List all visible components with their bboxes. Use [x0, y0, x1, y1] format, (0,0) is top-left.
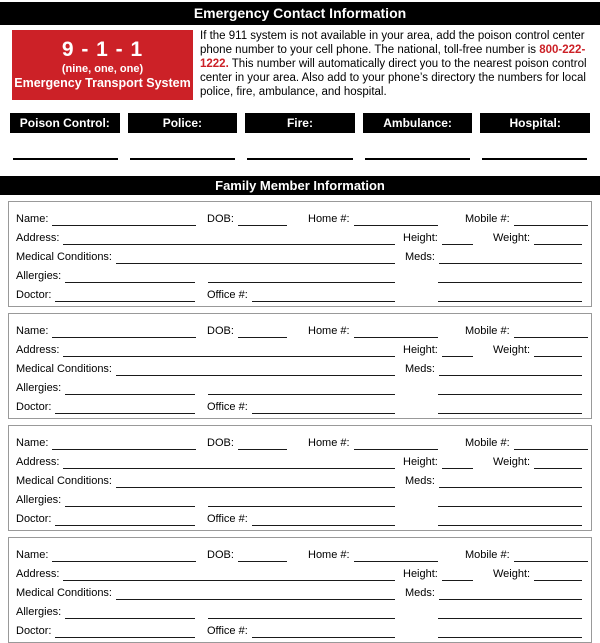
mobile-phone-label: Mobile #: [465, 324, 510, 337]
medical-conditions-fill-line[interactable] [116, 475, 395, 488]
member-row-address [16, 226, 591, 245]
family-member-block [8, 201, 592, 307]
medical-conditions-field [16, 475, 395, 488]
member-row-allergies [16, 488, 591, 507]
meds-continuation-field-2 [438, 625, 582, 638]
member-row-doctor [16, 283, 591, 302]
allergies-label: Allergies: [16, 493, 62, 506]
address-label: Address: [16, 455, 60, 468]
dob-field [207, 213, 287, 226]
meds-continuation-fill-line-2[interactable] [438, 401, 582, 414]
hospital-fill-line[interactable] [482, 158, 587, 160]
medical-conditions-fill-line[interactable] [116, 363, 395, 376]
doctor-fill-line[interactable] [55, 513, 195, 526]
name-label: Name: [16, 548, 49, 561]
weight-fill-line[interactable] [534, 232, 582, 245]
address-field [16, 232, 395, 245]
family-members [8, 201, 592, 643]
contact-label-poison-control: Poison Control: [10, 113, 120, 133]
allergies-continuation-field [208, 382, 395, 395]
allergies-continuation-fill-line[interactable] [208, 494, 395, 507]
name-label: Name: [16, 212, 49, 225]
contact-label-fire: Fire: [245, 113, 355, 133]
contact-label-ambulance: Ambulance: [363, 113, 473, 133]
emergency-911-box [12, 30, 193, 100]
mobile-phone-label: Mobile #: [465, 548, 510, 561]
emergency-transport-label: Emergency Transport System [14, 76, 191, 90]
meds-field [405, 475, 582, 488]
doctor-field [16, 289, 195, 302]
mobile-phone-fill-line[interactable] [514, 549, 588, 562]
dob-fill-line[interactable] [238, 213, 287, 226]
meds-fill-line[interactable] [439, 363, 582, 376]
member-row-address [16, 338, 591, 357]
height-label: Height: [403, 567, 438, 580]
poison-control-phone-number: 800-222-1222. [200, 43, 586, 70]
office-phone-label: Office #: [207, 624, 248, 637]
address-label: Address: [16, 567, 60, 580]
intro-section [12, 30, 588, 100]
meds-continuation-fill-line-2[interactable] [438, 625, 582, 638]
doctor-field [16, 401, 195, 414]
home-phone-field [308, 213, 438, 226]
dob-field [207, 437, 287, 450]
member-row-allergies [16, 376, 591, 395]
height-field [403, 232, 473, 245]
height-field [403, 344, 473, 357]
allergies-continuation-fill-line[interactable] [208, 606, 395, 619]
allergies-continuation-fill-line[interactable] [208, 270, 395, 283]
mobile-phone-label: Mobile #: [465, 436, 510, 449]
member-row-name [16, 431, 591, 450]
instructions-text [200, 30, 588, 100]
weight-fill-line[interactable] [534, 344, 582, 357]
office-phone-label: Office #: [207, 512, 248, 525]
instructions-after: This number will automatically direct you to the nearest poison control center in your area. Also add to your phone’s directory the numbers for local police, fire, ambulance, and hospital. [200, 57, 587, 98]
doctor-label: Doctor: [16, 288, 52, 301]
medical-conditions-label: Medical Conditions: [16, 250, 112, 263]
mobile-phone-label: Mobile #: [465, 212, 510, 225]
mobile-phone-field [465, 213, 588, 226]
address-field [16, 568, 395, 581]
name-fill-line[interactable] [52, 549, 196, 562]
mobile-phone-field [465, 437, 588, 450]
allergies-fill-line[interactable] [65, 382, 195, 395]
member-row-doctor [16, 395, 591, 414]
home-phone-fill-line[interactable] [354, 549, 438, 562]
meds-label: Meds: [405, 586, 435, 599]
weight-label: Weight: [493, 343, 531, 356]
allergies-fill-line[interactable] [65, 494, 195, 507]
contact-labels-row [10, 113, 590, 133]
weight-fill-line[interactable] [534, 456, 582, 469]
member-row-doctor [16, 619, 591, 638]
doctor-fill-line[interactable] [55, 289, 195, 302]
address-fill-line[interactable] [63, 456, 395, 469]
home-phone-field [308, 325, 438, 338]
office-phone-fill-line[interactable] [252, 625, 395, 638]
family-member-block [8, 537, 592, 643]
doctor-label: Doctor: [16, 400, 52, 413]
height-label: Height: [403, 231, 438, 244]
office-phone-fill-line[interactable] [252, 289, 395, 302]
weight-field [493, 568, 582, 581]
member-row-address [16, 450, 591, 469]
meds-continuation-field-2 [438, 401, 582, 414]
address-fill-line[interactable] [63, 232, 395, 245]
contact-fill-lines-row [13, 158, 587, 160]
address-fill-line[interactable] [63, 344, 395, 357]
allergies-field [16, 494, 195, 507]
meds-continuation-field [438, 606, 582, 619]
address-fill-line[interactable] [63, 568, 395, 581]
allergies-label: Allergies: [16, 605, 62, 618]
medical-conditions-field [16, 251, 395, 264]
weight-field [493, 232, 582, 245]
dob-label: DOB: [207, 212, 234, 225]
doctor-field [16, 625, 195, 638]
address-label: Address: [16, 343, 60, 356]
doctor-fill-line[interactable] [55, 625, 195, 638]
member-row-medical [16, 581, 591, 600]
weight-field [493, 344, 582, 357]
office-phone-field [207, 289, 395, 302]
medical-conditions-field [16, 587, 395, 600]
fire-fill-line[interactable] [247, 158, 352, 160]
member-row-medical [16, 245, 591, 264]
ambulance-fill-line[interactable] [365, 158, 470, 160]
name-label: Name: [16, 436, 49, 449]
office-phone-fill-line[interactable] [252, 513, 395, 526]
dob-fill-line[interactable] [238, 325, 287, 338]
height-fill-line[interactable] [442, 344, 473, 357]
meds-continuation-field [438, 494, 582, 507]
name-field [16, 549, 196, 562]
allergies-fill-line[interactable] [65, 270, 195, 283]
office-phone-field [207, 401, 395, 414]
member-row-allergies [16, 264, 591, 283]
address-field [16, 344, 395, 357]
name-fill-line[interactable] [52, 437, 196, 450]
allergies-fill-line[interactable] [65, 606, 195, 619]
medical-conditions-label: Medical Conditions: [16, 362, 112, 375]
weight-label: Weight: [493, 567, 531, 580]
police-fill-line[interactable] [130, 158, 235, 160]
home-phone-label: Home #: [308, 436, 350, 449]
home-phone-fill-line[interactable] [354, 437, 438, 450]
meds-field [405, 251, 582, 264]
allergies-label: Allergies: [16, 269, 62, 282]
home-phone-label: Home #: [308, 548, 350, 561]
medical-conditions-fill-line[interactable] [116, 587, 395, 600]
allergies-continuation-field [208, 494, 395, 507]
office-phone-field [207, 513, 395, 526]
doctor-label: Doctor: [16, 624, 52, 637]
meds-continuation-fill-line[interactable] [438, 606, 582, 619]
meds-continuation-field-2 [438, 513, 582, 526]
mobile-phone-field [465, 325, 588, 338]
home-phone-label: Home #: [308, 212, 350, 225]
height-field [403, 568, 473, 581]
dob-field [207, 325, 287, 338]
mobile-phone-fill-line[interactable] [514, 325, 588, 338]
meds-continuation-fill-line[interactable] [438, 270, 582, 283]
meds-continuation-field [438, 270, 582, 283]
name-field [16, 325, 196, 338]
name-field [16, 437, 196, 450]
emergency-number-spelled: (nine, one, one) [61, 63, 144, 75]
family-member-block [8, 313, 592, 419]
dob-label: DOB: [207, 548, 234, 561]
office-phone-label: Office #: [207, 400, 248, 413]
allergies-label: Allergies: [16, 381, 62, 394]
home-phone-label: Home #: [308, 324, 350, 337]
family-member-block [8, 425, 592, 531]
office-phone-fill-line[interactable] [252, 401, 395, 414]
mobile-phone-fill-line[interactable] [514, 437, 588, 450]
doctor-field [16, 513, 195, 526]
name-label: Name: [16, 324, 49, 337]
height-field [403, 456, 473, 469]
meds-continuation-fill-line[interactable] [438, 382, 582, 395]
allergies-continuation-field [208, 606, 395, 619]
member-row-address [16, 562, 591, 581]
member-row-name [16, 319, 591, 338]
poison-control-fill-line[interactable] [13, 158, 118, 160]
instructions-before: If the 911 system is not available in your area, add the poison control center phone number to your cell phone. The national, toll-free number is [200, 30, 585, 56]
allergies-continuation-fill-line[interactable] [208, 382, 395, 395]
dob-fill-line[interactable] [238, 549, 287, 562]
meds-continuation-fill-line[interactable] [438, 494, 582, 507]
name-fill-line[interactable] [52, 213, 196, 226]
home-phone-field [308, 549, 438, 562]
meds-field [405, 587, 582, 600]
weight-label: Weight: [493, 455, 531, 468]
medical-conditions-field [16, 363, 395, 376]
address-field [16, 456, 395, 469]
member-row-doctor [16, 507, 591, 526]
height-label: Height: [403, 455, 438, 468]
dob-field [207, 549, 287, 562]
page-title: Emergency Contact Information [0, 2, 600, 25]
meds-fill-line[interactable] [439, 475, 582, 488]
name-field [16, 213, 196, 226]
mobile-phone-field [465, 549, 588, 562]
meds-field [405, 363, 582, 376]
medical-conditions-label: Medical Conditions: [16, 474, 112, 487]
member-row-medical [16, 357, 591, 376]
office-phone-field [207, 625, 395, 638]
weight-label: Weight: [493, 231, 531, 244]
office-phone-label: Office #: [207, 288, 248, 301]
dob-label: DOB: [207, 436, 234, 449]
allergies-continuation-field [208, 270, 395, 283]
home-phone-fill-line[interactable] [354, 325, 438, 338]
dob-label: DOB: [207, 324, 234, 337]
contact-label-police: Police: [128, 113, 238, 133]
emergency-number: 9 - 1 - 1 [61, 38, 144, 61]
home-phone-fill-line[interactable] [354, 213, 438, 226]
mobile-phone-fill-line[interactable] [514, 213, 588, 226]
medical-conditions-label: Medical Conditions: [16, 586, 112, 599]
height-fill-line[interactable] [442, 456, 473, 469]
meds-label: Meds: [405, 250, 435, 263]
member-row-medical [16, 469, 591, 488]
meds-fill-line[interactable] [439, 587, 582, 600]
allergies-field [16, 606, 195, 619]
address-label: Address: [16, 231, 60, 244]
allergies-field [16, 270, 195, 283]
meds-continuation-field [438, 382, 582, 395]
home-phone-field [308, 437, 438, 450]
weight-fill-line[interactable] [534, 568, 582, 581]
weight-field [493, 456, 582, 469]
medical-conditions-fill-line[interactable] [116, 251, 395, 264]
member-row-name [16, 543, 591, 562]
contact-label-hospital: Hospital: [480, 113, 590, 133]
dob-fill-line[interactable] [238, 437, 287, 450]
meds-continuation-fill-line-2[interactable] [438, 513, 582, 526]
doctor-fill-line[interactable] [55, 401, 195, 414]
member-row-name [16, 207, 591, 226]
height-fill-line[interactable] [442, 232, 473, 245]
name-fill-line[interactable] [52, 325, 196, 338]
meds-continuation-field-2 [438, 289, 582, 302]
height-label: Height: [403, 343, 438, 356]
member-row-allergies [16, 600, 591, 619]
allergies-field [16, 382, 195, 395]
height-fill-line[interactable] [442, 568, 473, 581]
meds-continuation-fill-line-2[interactable] [438, 289, 582, 302]
doctor-label: Doctor: [16, 512, 52, 525]
meds-label: Meds: [405, 474, 435, 487]
meds-fill-line[interactable] [439, 251, 582, 264]
meds-label: Meds: [405, 362, 435, 375]
family-section-title: Family Member Information [0, 176, 600, 195]
